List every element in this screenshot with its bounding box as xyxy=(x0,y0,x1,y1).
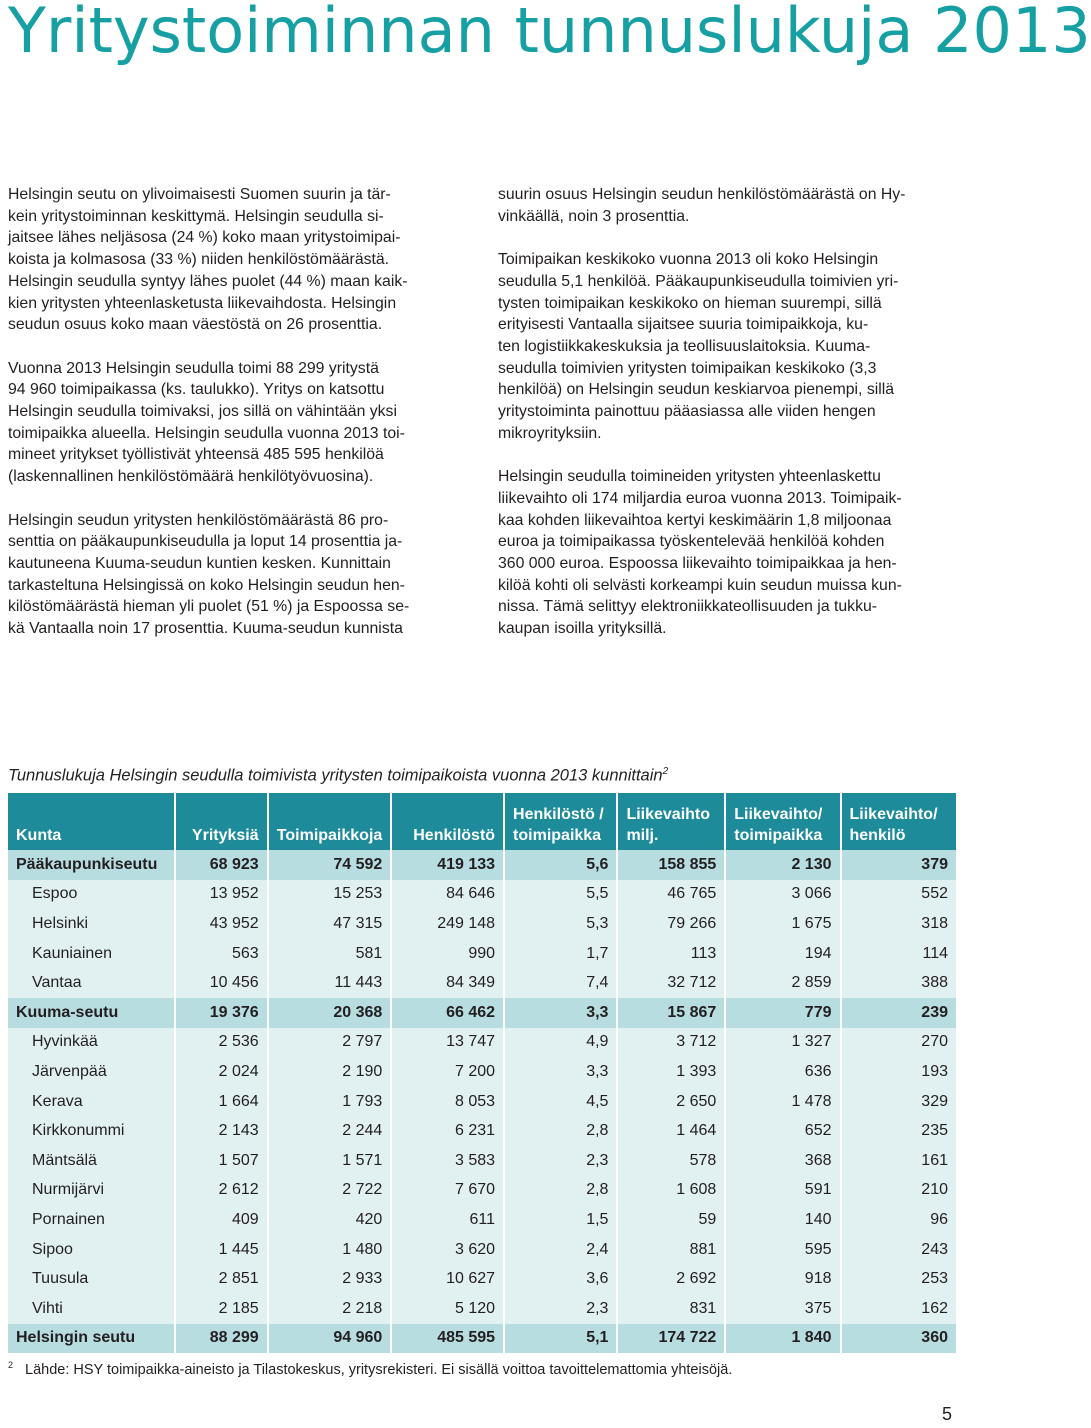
text-line: jaitsee lähes neljäsosa (24 %) koko maan yritystoimipai- xyxy=(8,229,401,247)
value-cell: 5,6 xyxy=(504,850,617,880)
value-cell: 249 148 xyxy=(391,909,504,939)
text-line: liikevaihto oli 174 miljardia euroa vuonna 2013. Toimipaik- xyxy=(498,489,902,507)
paragraph xyxy=(498,466,950,640)
text-line: 360 000 euroa. Espoossa liikevaihto toimipaikkaa ja hen- xyxy=(498,554,897,572)
value-cell: 114 xyxy=(841,939,957,969)
value-cell: 2 185 xyxy=(175,1294,268,1324)
table-row xyxy=(8,1205,956,1235)
value-cell: 578 xyxy=(617,1146,725,1176)
statistics-table xyxy=(8,793,956,1353)
value-cell: 4,9 xyxy=(504,1028,617,1058)
value-cell: 47 315 xyxy=(268,909,392,939)
text-line: henkilöä) on Helsingin seudun keskiarvoa pienempi, sillä xyxy=(498,381,895,399)
table-row xyxy=(8,1057,956,1087)
table-row xyxy=(8,1087,956,1117)
text-line: kein yritystoiminnan keskittymä. Helsingin seudulla si- xyxy=(8,207,384,225)
table-caption-note: 2 xyxy=(662,766,669,777)
value-cell: 388 xyxy=(841,968,957,998)
value-cell: 1 480 xyxy=(268,1235,392,1265)
footnote xyxy=(8,1360,732,1378)
value-cell: 13 747 xyxy=(391,1028,504,1058)
value-cell: 7 670 xyxy=(391,1176,504,1206)
table-row xyxy=(8,1146,956,1176)
value-cell: 1 793 xyxy=(268,1087,392,1117)
value-cell: 1 445 xyxy=(175,1235,268,1265)
value-cell: 2 797 xyxy=(268,1028,392,1058)
value-cell: 360 xyxy=(841,1324,957,1354)
column-header-text: Kunta xyxy=(16,827,62,844)
value-cell: 2 692 xyxy=(617,1264,725,1294)
text-line: Vuonna 2013 Helsingin seudulla toimi 88 299 yritystä xyxy=(8,359,379,377)
value-cell: 32 712 xyxy=(617,968,725,998)
municipality-cell: Pornainen xyxy=(8,1205,175,1235)
municipality-cell: Kirkkonummi xyxy=(8,1116,175,1146)
value-cell: 990 xyxy=(391,939,504,969)
municipality-cell: Kuuma-seutu xyxy=(8,998,175,1028)
municipality-cell: Mäntsälä xyxy=(8,1146,175,1176)
text-line: ten logistiikkakeskuksia ja teollisuuslaitoksia. Kuuma- xyxy=(498,337,871,355)
value-cell: 1 664 xyxy=(175,1087,268,1117)
value-cell: 2 859 xyxy=(725,968,840,998)
value-cell: 15 253 xyxy=(268,880,392,910)
value-cell: 652 xyxy=(725,1116,840,1146)
value-cell: 84 646 xyxy=(391,880,504,910)
municipality-cell: Pääkaupunkiseutu xyxy=(8,850,175,880)
table-row xyxy=(8,1235,956,1265)
left-text-column xyxy=(8,184,460,661)
value-cell: 1,7 xyxy=(504,939,617,969)
column-header xyxy=(841,793,957,850)
value-cell: 552 xyxy=(841,880,957,910)
municipality-cell: Nurmijärvi xyxy=(8,1176,175,1206)
right-text-column xyxy=(498,184,950,661)
value-cell: 3,3 xyxy=(504,1057,617,1087)
value-cell: 11 443 xyxy=(268,968,392,998)
value-cell: 68 923 xyxy=(175,850,268,880)
text-line: vinkäällä, noin 3 prosenttia. xyxy=(498,207,690,225)
column-header-text: milj. xyxy=(626,827,659,844)
text-line: Helsingin seudulla toimivaksi, jos sillä on vähintään yksi xyxy=(8,403,397,421)
value-cell: 10 627 xyxy=(391,1264,504,1294)
value-cell: 270 xyxy=(841,1028,957,1058)
footnote-marker: 2 xyxy=(8,1360,14,1370)
text-line: kilöstömäärästä hieman yli puolet (51 %) ja Espoossa se- xyxy=(8,598,410,616)
text-line: Helsingin seudulla syntyy lähes puolet (44 %) maan kaik- xyxy=(8,272,408,290)
value-cell: 162 xyxy=(841,1294,957,1324)
value-cell: 3,6 xyxy=(504,1264,617,1294)
municipality-cell: Espoo xyxy=(8,880,175,910)
value-cell: 2 024 xyxy=(175,1057,268,1087)
value-cell: 239 xyxy=(841,998,957,1028)
value-cell: 4,5 xyxy=(504,1087,617,1117)
paragraph xyxy=(8,184,460,336)
value-cell: 375 xyxy=(725,1294,840,1324)
text-line: toimipaikka alueella. Helsingin seudulla vuonna 2013 toi- xyxy=(8,424,405,442)
value-cell: 84 349 xyxy=(391,968,504,998)
table-row xyxy=(8,939,956,969)
value-cell: 43 952 xyxy=(175,909,268,939)
text-line: kien yritysten yhteenlasketusta liikevaihdosta. Helsingin xyxy=(8,294,397,312)
value-cell: 88 299 xyxy=(175,1324,268,1354)
table-body xyxy=(8,850,956,1353)
text-line: mikroyrityksiin. xyxy=(498,424,602,442)
column-header-text: toimipaikka xyxy=(513,827,602,844)
municipality-cell: Sipoo xyxy=(8,1235,175,1265)
value-cell: 7,4 xyxy=(504,968,617,998)
text-line: kaupan isoilla yrityksillä. xyxy=(498,620,667,638)
text-line: kilöä kohti oli selvästi korkeampi kuin seudun muissa kun- xyxy=(498,576,902,594)
table-summary-row xyxy=(8,998,956,1028)
value-cell: 581 xyxy=(268,939,392,969)
value-cell: 8 053 xyxy=(391,1087,504,1117)
table-caption-text: Tunnuslukuja Helsingin seudulla toimivista yritysten toimipaikoista vuonna 2013 kunnittain xyxy=(8,766,663,785)
paragraph xyxy=(8,358,460,488)
text-line: erityisesti Vantaalla sijaitsee suuria toimipaikkoja, ku- xyxy=(498,316,869,334)
municipality-cell: Järvenpää xyxy=(8,1057,175,1087)
text-line: yritystoiminta painottuu pääasiassa alle viiden hengen xyxy=(498,403,876,421)
value-cell: 3 583 xyxy=(391,1146,504,1176)
value-cell: 636 xyxy=(725,1057,840,1087)
value-cell: 5,1 xyxy=(504,1324,617,1354)
text-line: suurin osuus Helsingin seudun henkilöstömäärästä on Hy- xyxy=(498,186,906,203)
table-row xyxy=(8,1264,956,1294)
value-cell: 2 612 xyxy=(175,1176,268,1206)
column-header-text: henkilö xyxy=(849,827,906,844)
value-cell: 918 xyxy=(725,1264,840,1294)
value-cell: 1 840 xyxy=(725,1324,840,1354)
value-cell: 1 675 xyxy=(725,909,840,939)
text-line: seudulla 5,1 henkilöä. Pääkaupunkiseudulla toimivien yri- xyxy=(498,272,899,290)
value-cell: 10 456 xyxy=(175,968,268,998)
column-header-text: Toimipaikkoja xyxy=(276,827,383,844)
value-cell: 2 650 xyxy=(617,1087,725,1117)
value-cell: 1,5 xyxy=(504,1205,617,1235)
text-line: seudulla toimivien yritysten toimipaikan keskikoko (3,3 xyxy=(498,359,877,377)
value-cell: 1 464 xyxy=(617,1116,725,1146)
value-cell: 409 xyxy=(175,1205,268,1235)
value-cell: 611 xyxy=(391,1205,504,1235)
text-line: senttia on pääkaupunkiseudulla ja loput 14 prosenttia ja- xyxy=(8,533,403,551)
value-cell: 2,3 xyxy=(504,1146,617,1176)
value-cell: 2 143 xyxy=(175,1116,268,1146)
value-cell: 235 xyxy=(841,1116,957,1146)
table-summary-row xyxy=(8,850,956,880)
value-cell: 19 376 xyxy=(175,998,268,1028)
value-cell: 140 xyxy=(725,1205,840,1235)
value-cell: 253 xyxy=(841,1264,957,1294)
column-header xyxy=(725,793,840,850)
column-header-text: Liikevaihto/ xyxy=(849,806,938,823)
value-cell: 20 368 xyxy=(268,998,392,1028)
value-cell: 2 190 xyxy=(268,1057,392,1087)
column-header-text: toimipaikka xyxy=(734,827,823,844)
value-cell: 881 xyxy=(617,1235,725,1265)
page-number: 5 xyxy=(941,1404,952,1424)
table-summary-row xyxy=(8,1324,956,1354)
value-cell: 2 218 xyxy=(268,1294,392,1324)
value-cell: 3 712 xyxy=(617,1028,725,1058)
text-line: Helsingin seudulla toimineiden yritysten yhteenlaskettu xyxy=(498,468,881,486)
value-cell: 3 620 xyxy=(391,1235,504,1265)
text-line: euroa ja toimipaikassa työskentelevää henkilöä kohden xyxy=(498,533,885,551)
text-line: mineet yritykset työllistivät yhteensä 485 595 henkilöä xyxy=(8,446,384,464)
value-cell: 3,3 xyxy=(504,998,617,1028)
column-header-text: Henkilöstö / xyxy=(513,806,604,823)
column-header-text: Liikevaihto xyxy=(626,806,711,823)
value-cell: 563 xyxy=(175,939,268,969)
value-cell: 1 571 xyxy=(268,1146,392,1176)
value-cell: 174 722 xyxy=(617,1324,725,1354)
value-cell: 2 536 xyxy=(175,1028,268,1058)
value-cell: 2 244 xyxy=(268,1116,392,1146)
value-cell: 2 851 xyxy=(175,1264,268,1294)
value-cell: 96 xyxy=(841,1205,957,1235)
value-cell: 2 722 xyxy=(268,1176,392,1206)
text-line: tarkasteltuna Helsingissä on koko Helsingin seudun hen- xyxy=(8,576,405,594)
value-cell: 2,4 xyxy=(504,1235,617,1265)
value-cell: 15 867 xyxy=(617,998,725,1028)
value-cell: 2,3 xyxy=(504,1294,617,1324)
table-row xyxy=(8,968,956,998)
value-cell: 2,8 xyxy=(504,1116,617,1146)
text-line: kä Vantaalla noin 17 prosenttia. Kuuma-seudun kunnista xyxy=(8,620,403,638)
value-cell: 113 xyxy=(617,939,725,969)
column-header xyxy=(268,793,392,850)
value-cell: 419 133 xyxy=(391,850,504,880)
value-cell: 13 952 xyxy=(175,880,268,910)
column-header xyxy=(617,793,725,850)
text-line: nissa. Tämä selittyy elektroniikkateollisuuden ja tukku- xyxy=(498,598,878,616)
municipality-cell: Helsingin seutu xyxy=(8,1324,175,1354)
paragraph xyxy=(498,249,950,444)
value-cell: 591 xyxy=(725,1176,840,1206)
page-title: Yritystoiminnan tunnuslukuja 2013 xyxy=(8,0,1091,67)
text-line: (laskennallinen henkilöstömäärä henkilötyövuosina). xyxy=(8,468,374,486)
value-cell: 243 xyxy=(841,1235,957,1265)
table-row xyxy=(8,909,956,939)
municipality-cell: Vihti xyxy=(8,1294,175,1324)
table-row xyxy=(8,1294,956,1324)
value-cell: 779 xyxy=(725,998,840,1028)
value-cell: 2 130 xyxy=(725,850,840,880)
value-cell: 2 933 xyxy=(268,1264,392,1294)
value-cell: 46 765 xyxy=(617,880,725,910)
value-cell: 1 478 xyxy=(725,1087,840,1117)
text-line: tysten toimipaikan keskikoko on hieman suurempi, sillä xyxy=(498,294,882,312)
value-cell: 595 xyxy=(725,1235,840,1265)
value-cell: 831 xyxy=(617,1294,725,1324)
value-cell: 194 xyxy=(725,939,840,969)
value-cell: 74 592 xyxy=(268,850,392,880)
column-header-text: Yrityksiä xyxy=(191,827,259,844)
paragraph xyxy=(498,184,950,227)
value-cell: 3 066 xyxy=(725,880,840,910)
value-cell: 1 608 xyxy=(617,1176,725,1206)
text-line: Helsingin seudun yritysten henkilöstömäärästä 86 pro- xyxy=(8,511,389,529)
value-cell: 94 960 xyxy=(268,1324,392,1354)
column-header xyxy=(391,793,504,850)
value-cell: 59 xyxy=(617,1205,725,1235)
value-cell: 210 xyxy=(841,1176,957,1206)
municipality-cell: Vantaa xyxy=(8,968,175,998)
value-cell: 485 595 xyxy=(391,1324,504,1354)
municipality-cell: Hyvinkää xyxy=(8,1028,175,1058)
text-line: Toimipaikan keskikoko vuonna 2013 oli koko Helsingin xyxy=(498,251,879,269)
value-cell: 5,5 xyxy=(504,880,617,910)
value-cell: 420 xyxy=(268,1205,392,1235)
value-cell: 158 855 xyxy=(617,850,725,880)
table-header-row xyxy=(8,793,956,850)
municipality-cell: Kauniainen xyxy=(8,939,175,969)
column-header-text: Henkilöstö xyxy=(413,827,496,844)
text-line: 94 960 toimipaikassa (ks. taulukko). Yritys on katsottu xyxy=(8,381,385,399)
value-cell: 2,8 xyxy=(504,1176,617,1206)
municipality-cell: Tuusula xyxy=(8,1264,175,1294)
table-row xyxy=(8,1116,956,1146)
column-header xyxy=(175,793,268,850)
table-row xyxy=(8,880,956,910)
table-row xyxy=(8,1028,956,1058)
value-cell: 318 xyxy=(841,909,957,939)
text-line: Helsingin seutu on ylivoimaisesti Suomen suurin ja tär- xyxy=(8,186,391,203)
municipality-cell: Helsinki xyxy=(8,909,175,939)
value-cell: 1 507 xyxy=(175,1146,268,1176)
value-cell: 5 120 xyxy=(391,1294,504,1324)
text-line: seudun osuus koko maan väestöstä on 26 prosenttia. xyxy=(8,316,383,334)
municipality-cell: Kerava xyxy=(8,1087,175,1117)
value-cell: 66 462 xyxy=(391,998,504,1028)
value-cell: 161 xyxy=(841,1146,957,1176)
value-cell: 5,3 xyxy=(504,909,617,939)
column-header xyxy=(8,793,175,850)
table-row xyxy=(8,1176,956,1206)
value-cell: 6 231 xyxy=(391,1116,504,1146)
text-line: kautuneena Kuuma-seudun kuntien kesken. Kunnittain xyxy=(8,554,391,572)
value-cell: 1 393 xyxy=(617,1057,725,1087)
value-cell: 79 266 xyxy=(617,909,725,939)
value-cell: 193 xyxy=(841,1057,957,1087)
text-line: kaa kohden liikevaihtoa kertyi keskimäärin 1,8 miljoonaa xyxy=(498,511,892,529)
table-caption xyxy=(8,766,668,786)
column-header-text: Liikevaihto/ xyxy=(734,806,823,823)
value-cell: 368 xyxy=(725,1146,840,1176)
paragraph xyxy=(8,510,460,640)
column-header xyxy=(504,793,617,850)
text-line: koista ja kolmasosa (33 %) niiden henkilöstömäärästä. xyxy=(8,251,390,269)
footnote-text: Lähde: HSY toimipaikka-aineisto ja Tilastokeskus, yritysrekisteri. Ei sisällä voittoa tavoittelemattomia yhteisöjä. xyxy=(25,1361,733,1378)
value-cell: 7 200 xyxy=(391,1057,504,1087)
value-cell: 379 xyxy=(841,850,957,880)
value-cell: 1 327 xyxy=(725,1028,840,1058)
value-cell: 329 xyxy=(841,1087,957,1117)
